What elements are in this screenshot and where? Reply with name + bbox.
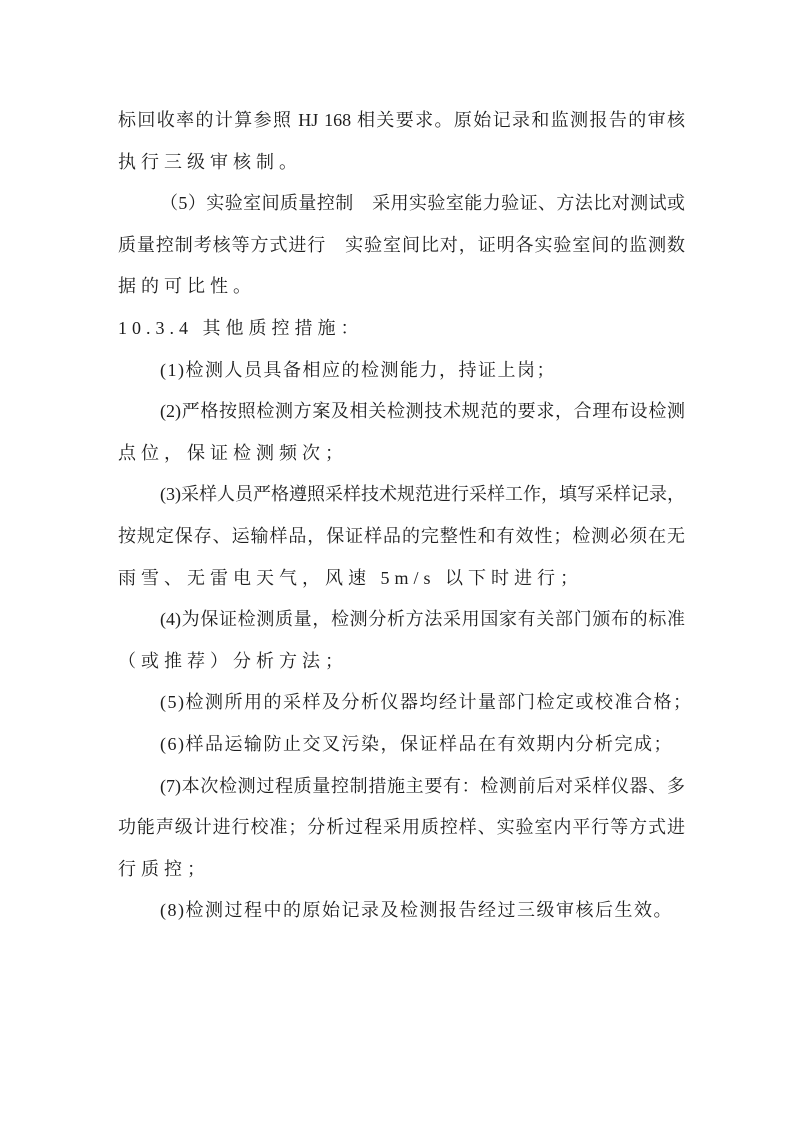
list-item: (5)检测所用的采样及分析仪器均经计量部门检定或校准合格； — [160, 692, 693, 713]
text-line: 据的可比性。 — [118, 276, 256, 297]
text-line: 按规定保存、运输样品，保证样品的完整性和有效性；检测必须在无 — [118, 525, 685, 546]
text-line: （或推荐）分析方法； — [118, 650, 348, 671]
list-item: (3)采样人员严格遵照采样技术规范进行采样工作，填写采样记录， — [160, 484, 685, 505]
document-body — [118, 100, 693, 932]
text-line: 点位，保证检测频次； — [118, 442, 348, 463]
text-line: 行质控； — [118, 858, 210, 879]
text-line: （5）实验室间质量控制 采用实验室能力验证、方法比对测试或 — [160, 193, 685, 214]
text-line: 雨雪、无雷电天气，风速 5m/s 以下时进行； — [118, 567, 584, 588]
list-item: (7)本次检测过程质量控制措施主要有：检测前后对采样仪器、多 — [160, 775, 685, 796]
list-item: (4)为保证检测质量，检测分析方法采用国家有关部门颁布的标准 — [160, 609, 685, 630]
text-line: 标回收率的计算参照 HJ 168 相关要求。原始记录和监测报告的审核 — [118, 110, 685, 130]
text-line: 执行三级审核制。 — [118, 151, 302, 172]
list-item: (6)样品运输防止交叉污染，保证样品在有效期内分析完成； — [160, 733, 673, 754]
list-item: (1)检测人员具备相应的检测能力，持证上岗； — [160, 359, 556, 380]
text-line: 质量控制考核等方式进行 实验室间比对，证明各实验室间的监测数 — [118, 234, 685, 255]
list-item: (8)检测过程中的原始记录及检测报告经过三级审核后生效。 — [160, 900, 673, 921]
section-heading: 10.3.4 其他质控措施： — [118, 317, 364, 338]
text-line: 功能声级计进行校准；分析过程采用质控样、实验室内平行等方式进 — [118, 817, 685, 838]
list-item: (2)严格按照检测方案及相关检测技术规范的要求，合理布设检测 — [160, 401, 685, 422]
